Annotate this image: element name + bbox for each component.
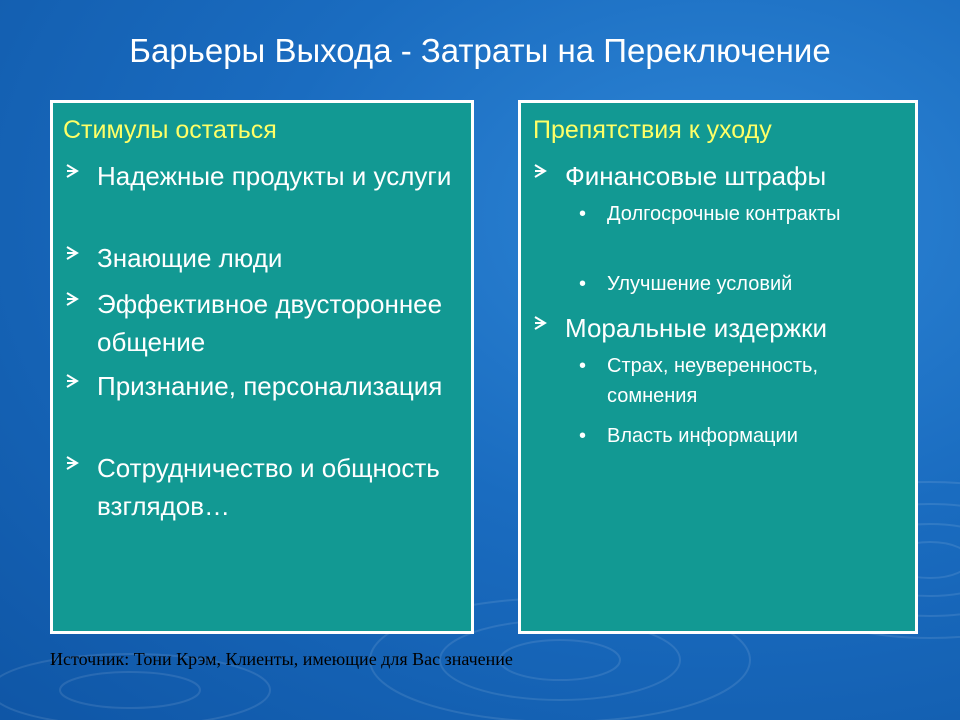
chevron-arrow-icon [65,239,81,267]
sub-list-item-label: Страх, неуверенность, сомнения [607,355,819,407]
sub-list-item-label: Власть информации [607,425,798,447]
list-item [565,157,911,195]
slide-title: Барьеры Выхода - Затраты на Переключение [129,32,831,69]
list-item-label: Признание, персонализация [97,371,443,401]
list-item [97,367,467,405]
sub-list-item-label: Долгосрочные контракты [607,203,841,225]
exit-barriers-panel [518,100,918,634]
bullet-dot-icon: • [579,273,587,295]
list-item [97,157,467,195]
list-item-label: Эффективное двустороннее общение [97,289,443,357]
bullet-dot-icon: • [579,425,587,447]
chevron-arrow-icon [65,449,81,477]
chevron-arrow-icon [65,285,81,313]
panel-heading: Стимулы остаться [63,116,277,144]
list-item [97,449,467,525]
source-citation: Источник: Тони Крэм, Клиенты, имеющие для Вас значение [50,649,513,669]
sub-list-item [579,421,907,451]
list-item-label: Моральные издержки [565,313,828,343]
list-item-label: Финансовые штрафы [565,161,827,191]
chevron-arrow-icon [65,367,81,395]
chevron-arrow-icon [533,309,549,337]
stay-incentives-panel [50,100,474,634]
sub-list-item [579,269,907,299]
bullet-dot-icon: • [579,203,587,225]
list-item [97,239,467,277]
list-item [97,285,467,361]
list-item-label: Знающие люди [97,243,283,273]
bullet-dot-icon: • [579,355,587,377]
sub-list-item [579,199,907,229]
list-item-label: Сотрудничество и общность взглядов… [97,453,440,521]
sub-list-item [579,351,907,411]
list-item-label: Надежные продукты и услуги [97,161,452,191]
chevron-arrow-icon [65,157,81,185]
chevron-arrow-icon [533,157,549,185]
list-item [565,309,911,347]
sub-list-item-label: Улучшение условий [607,273,793,295]
panel-heading: Препятствия к уходу [533,116,772,144]
